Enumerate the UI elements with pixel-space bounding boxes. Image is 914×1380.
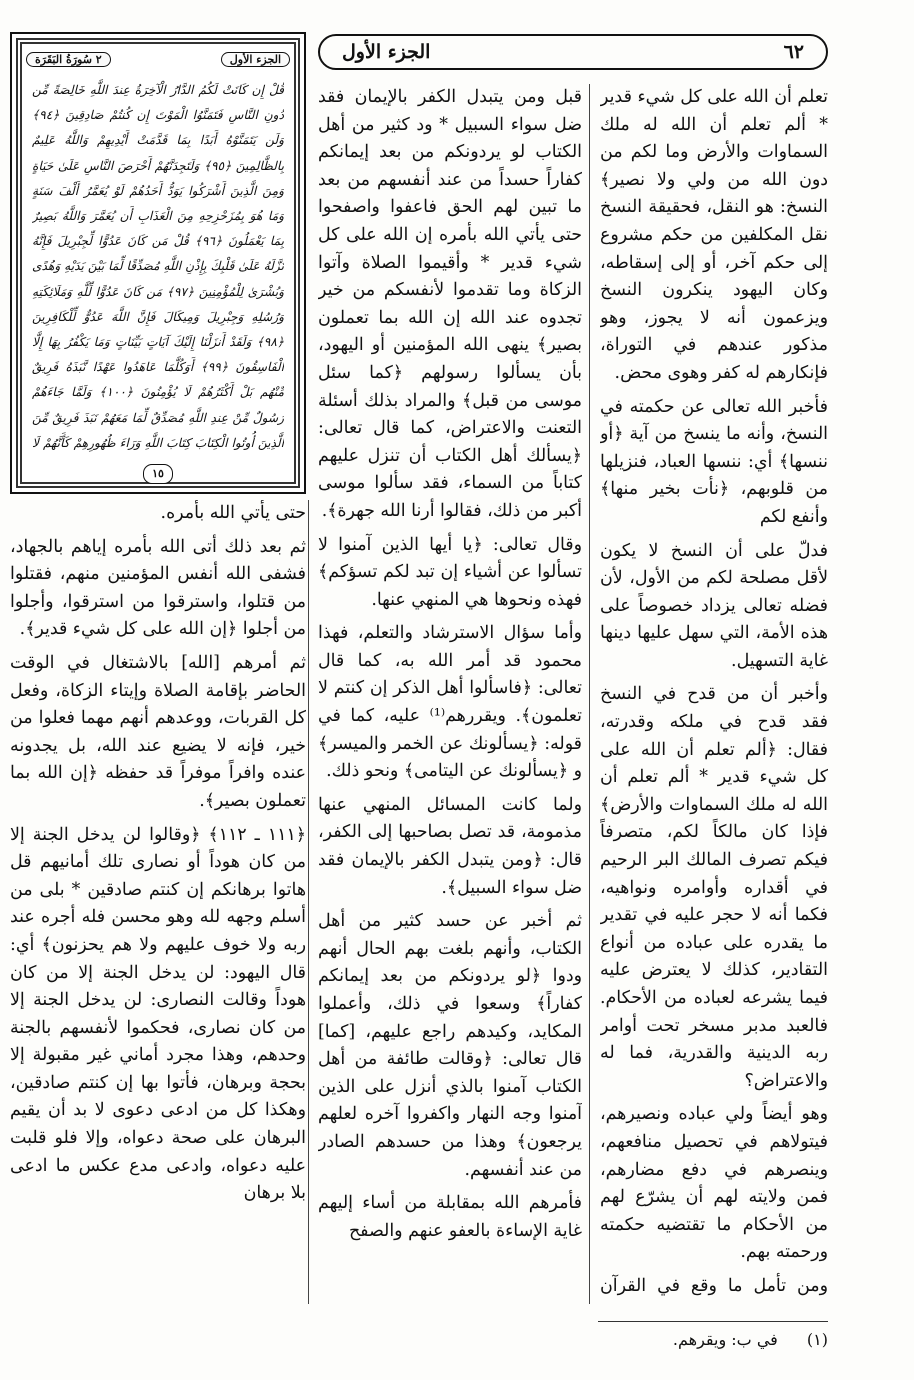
page-header: [318, 34, 828, 70]
footnote-rule: [598, 1321, 828, 1322]
paragraph: ومن تأمل ما وقع في القرآن: [600, 1275, 828, 1296]
paragraph: وأخبر أن من قدح في النسخ فقد قدح في ملكه وقدرته، فقال: ﴿ألم تعلم أن الله على كل شيء قدير * ألم تعلم أن الله له ملك السماوات والأرض﴾ فإذا كان مالكاً لكم، متصرفاً فيكم تصرف المالك البر الرحيم في أقداره وأوامره ونواهيه، فكما أنه لا حجر عليه في تقدير ما يقدره على عباده من أنواع التقادير، كذلك لا يعترض عليه فيما يشرعه لعباده من الأحكام. فالعبد مدبر مسخر تحت أوامر ربه الدينية والقدرية، فما له والاعتراض؟: [600, 684, 828, 1091]
paragraph: وقال تعالى: ﴿يا أيها الذين آمنوا لا تسألوا عن أشياء إن تبد لكم تسؤكم﴾ فهذه ونحوها هي المنهي عنها.: [318, 534, 582, 610]
column-right: [600, 84, 828, 1304]
paragraph: وأما سؤال الاسترشاد والتعلم، فهذا محمود قد أمر الله به، كما قال تعالى: ﴿فاسألوا أهل الذكر إن كنتم لا تعلمون﴾. ويقررهم⁽¹⁾ عليه، كما في قوله: ﴿يسألونك عن الخمر والميسر﴾ و ﴿يسألونك عن اليتامى﴾ ونحو ذلك.: [318, 623, 582, 782]
quran-panel-header: [26, 48, 290, 70]
paragraph: ثم أخبر عن حسد كثير من أهل الكتاب، وأنهم بلغت بهم الحال أنهم ودوا ﴿لو يردونكم من بعد إيمانكم كفاراً﴾ وسعوا في ذلك، وأعملوا المكايد، وكيدهم راجع عليهم، [كما] قال تعالى: ﴿وقالت طائفة من أهل الكتاب آمنوا بالذي أنزل على الذين آمنوا وجه النهار واكفروا آخره لعلهم يرجعون﴾ وهذا من حسدهم الصادر من عند أنفسهم.: [318, 911, 582, 1180]
paragraph: وهو أيضاً ولي عباده ونصيرهم، فيتولاهم في تحصيل منافعهم، وينصرهم في دفع مضارهم، فمن ولايته لهم أن يشرّع لهم من الأحكام ما تقتضيه حكمته ورحمته بهم.: [600, 1104, 828, 1263]
paragraph: ثم بعد ذلك أتى الله بأمره إياهم بالجهاد، فشفى الله أنفس المؤمنين منهم، فقتلوا من قتلوا، واسترقوا من استرقوا، وأجلوا من أجلوا ﴿إن الله على كل شيء قدير﴾.: [10, 536, 306, 640]
paragraph: فأخبر الله تعالى عن حكمته في النسخ، وأنه ما ينسخ من آية ﴿أو ننسها﴾ أي: ننسها العباد، فنزيلها من قلوبهم، ﴿نأت بخير منها﴾ وأنفع لكم: [600, 396, 828, 527]
column-divider: [308, 500, 309, 1304]
quran-juz-label: الجزء الأول: [221, 52, 290, 67]
quran-verses: قُلْ إِن كَانَتْ لَكُمُ الدَّارُ الْآخِرَةُ عِندَ اللَّهِ خَالِصَةً مِّن دُونِ النَّاسِ فَتَمَنَّوُا الْمَوْتَ إِن كُنتُمْ صَادِقِينَ ﴿٩٤﴾ وَلَن يَتَمَنَّوْهُ أَبَدًا بِمَا قَدَّمَتْ أَيْدِيهِمْ وَاللَّهُ عَلِيمٌ بِالظَّالِمِينَ ﴿٩٥﴾ وَلَتَجِدَنَّهُمْ أَحْرَصَ النَّاسِ عَلَىٰ حَيَاةٍ وَمِنَ الَّذِينَ أَشْرَكُوا يَوَدُّ أَحَدُهُمْ لَوْ يُعَمَّرُ أَلْفَ سَنَةٍ وَمَا هُوَ بِمُزَحْزِحِهِ مِنَ الْعَذَابِ أَن يُعَمَّرَ وَاللَّهُ بَصِيرٌ بِمَا يَعْمَلُونَ ﴿٩٦﴾ قُلْ مَن كَانَ عَدُوًّا لِّجِبْرِيلَ فَإِنَّهُ نَزَّلَهُ عَلَىٰ قَلْبِكَ بِإِذْنِ اللَّهِ مُصَدِّقًا لِّمَا بَيْنَ يَدَيْهِ وَهُدًى وَبُشْرَىٰ لِلْمُؤْمِنِينَ ﴿٩٧﴾ مَن كَانَ عَدُوًّا لِّلَّهِ وَمَلَائِكَتِهِ وَرُسُلِهِ وَجِبْرِيلَ وَمِيكَالَ فَإِنَّ اللَّهَ عَدُوٌّ لِّلْكَافِرِينَ ﴿٩٨﴾ وَلَقَدْ أَنزَلْنَا إِلَيْكَ آيَاتٍ بَيِّنَاتٍ وَمَا يَكْفُرُ بِهَا إِلَّا الْفَاسِقُونَ ﴿٩٩﴾ أَوَكُلَّمَا عَاهَدُوا عَهْدًا نَّبَذَهُ فَرِيقٌ مِّنْهُم بَلْ أَكْثَرُهُمْ لَا يُؤْمِنُونَ ﴿١٠٠﴾ وَلَمَّا جَاءَهُمْ رَسُولٌ مِّنْ عِندِ اللَّهِ مُصَدِّقٌ لِّمَا مَعَهُمْ نَبَذَ فَرِيقٌ مِّنَ الَّذِينَ أُوتُوا الْكِتَابَ كِتَابَ اللَّهِ وَرَاءَ ظُهُورِهِمْ كَأَنَّهُمْ لَا: [32, 83, 284, 450]
paragraph: ولما كانت المسائل المنهي عنها مذمومة، قد تصل بصاحبها إلى الكفر، قال: ﴿ومن يتبدل الكفر بالإيمان فقد ضل سواء السبيل﴾.: [318, 794, 582, 898]
paragraph: فأمرهم الله بمقابلة من أساء إليهم غاية الإساءة بالعفو عنهم والصفح: [318, 1193, 582, 1241]
paragraph: فدلّ على أن النسخ لا يكون لأقل مصلحة لكم من الأول، لأن فضله تعالى يزداد خصوصاً على هذه الأمة، التي سهل عليها دينها غاية التسهيل.: [600, 540, 828, 671]
quran-page-number: ١٥: [143, 464, 173, 484]
paragraph: تعلم أن الله على كل شيء قدير * ألم تعلم أن الله له ملك السماوات والأرض وما لكم من دون الله من ولي ولا نصير﴾ النسخ: هو النقل، فحقيقة النسخ نقل المكلفين من حكم مشروع إلى حكم آخر، أو إلى إسقاطه، وكان اليهود ينكرون النسخ ويزعمون أنه لا يجوز، وهو مذكور عندهم في التوراة، فإنكارهم له كفر وهوى محض.: [600, 87, 828, 383]
paragraph: قبل ومن يتبدل الكفر بالإيمان فقد ضل سواء السبيل * ود كثير من أهل الكتاب لو يردونكم من بعد إيمانكم كفاراً حسداً من عند أنفسهم من بعد ما تبين لهم الحق فاعفوا واصفحوا حتى يأتي الله بأمره إن الله على كل شيء قدير * وأقيموا الصلاة وآتوا الزكاة وما تقدموا لأنفسكم من خير تجدوه عند الله إن الله بما تعملون بصير﴾ ينهى الله المؤمنين أو اليهود، بأن يسألوا رسولهم ﴿كما سئل موسى من قبل﴾ والمراد بذلك أسئلة التعنت والاعتراض، كما قال تعالى: ﴿يسألك أهل الكتاب أن تنزل عليهم كتاباً من السماء، فقد سألوا موسى أكبر من ذلك، فقالوا أرنا الله جهرة﴾.: [318, 87, 582, 521]
quran-page-panel: [10, 32, 306, 494]
paragraph: ثم أمرهم [الله] بالاشتغال في الوقت الحاضر بإقامة الصلاة وإيتاء الزكاة، وفعل كل القربات، ووعدهم أنهم مهما فعلوا من خير، فإنه لا يضيع عند الله، بل يجدونه عنده وافراً موفراً قد حفظه ﴿إن الله بما تعملون بصير﴾.: [10, 652, 306, 811]
quran-surah-label: ٢ سُورَةُ البَقَرَة: [26, 52, 111, 67]
page-number: ٦٢: [783, 41, 804, 63]
column-left: [10, 500, 306, 1304]
footnote-text: في ب: ويقرهم.: [672, 1330, 778, 1349]
footnote-number: (١): [806, 1330, 828, 1349]
paragraph: ﴿١١١ ـ ١١٢﴾ ﴿وقالوا لن يدخل الجنة إلا من كان هوداً أو نصارى تلك أمانيهم قل هاتوا برهانكم إن كنتم صادقين * بلى من أسلم وجهه لله وهو محسن فله أجره عند ربه ولا خوف عليهم ولا هم يحزنون﴾ أي: قال اليهود: لن يدخل الجنة إلا من كان هوداً وقالت النصارى: لن يدخل الجنة إلا من كان نصارى، فحكموا لأنفسهم بالجنة وحدهم، وهذا مجرد أماني غير مقبولة إلا بحجة وبرهان، فأتوا بها إن كنتم صادقين، وهكذا كل من ادعى دعوى لا بد أن يقيم البرهان على صحة دعواه، وإلا فلو قلبت عليه دعواه، وادعى مدع عكس ما ادعى بلا برهان: [10, 824, 306, 1204]
part-title: الجزء الأول: [342, 41, 431, 63]
column-middle: [318, 84, 582, 1304]
footnote: [528, 1330, 828, 1349]
paragraph: حتى يأتي الله بأمره.: [160, 503, 306, 523]
column-divider: [589, 84, 590, 1304]
